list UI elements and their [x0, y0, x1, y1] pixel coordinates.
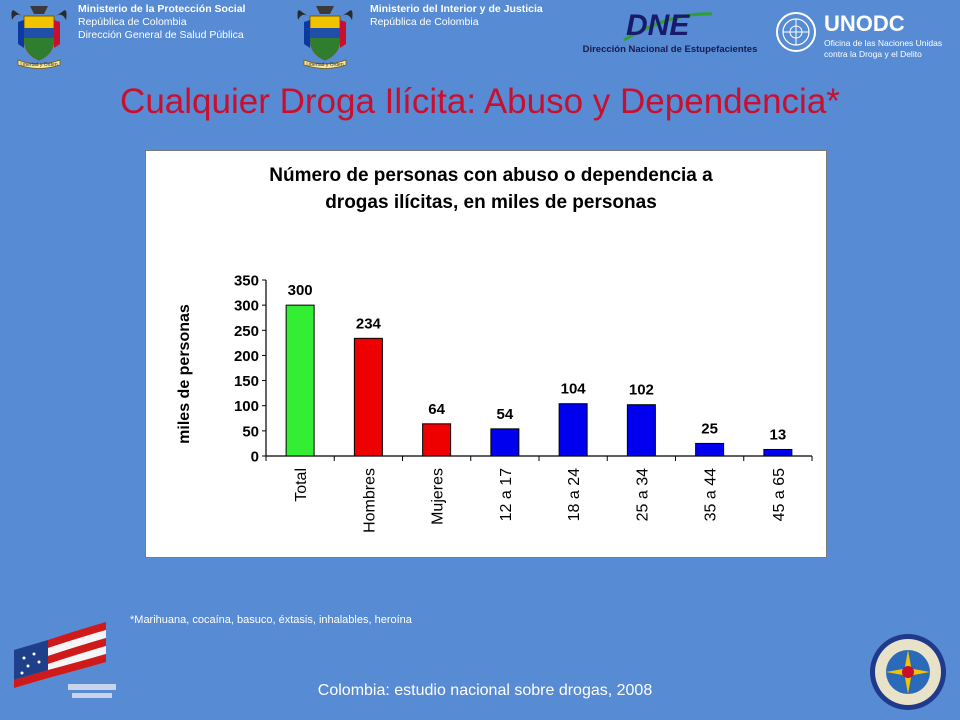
un-emblem-icon — [777, 13, 815, 51]
chart-title-line1: Número de personas con abuso o dependencia a — [269, 165, 713, 186]
y-tick-label: 50 — [242, 423, 259, 441]
unodc-logo-text: UNODC — [824, 11, 905, 36]
bar-45-a-65 — [764, 449, 792, 456]
bar-18-a-24 — [559, 404, 587, 456]
ministry-protection-department: Dirección General de Salud Pública — [78, 29, 244, 41]
dne-logo-text: DNE — [626, 9, 690, 42]
chart-panel — [145, 150, 827, 558]
oas-emblem-logo — [868, 632, 948, 712]
x-tick-label: 35 a 44 — [702, 468, 720, 522]
us-flag-icon — [14, 622, 106, 688]
footnote: *Marihuana, cocaína, basuco, éxtasis, inhalables, heroína — [130, 614, 412, 626]
data-label: 234 — [355, 315, 381, 333]
crest-motto: Libertad y Orden — [20, 62, 58, 68]
x-tick-label: Mujeres — [429, 468, 447, 525]
data-label: 13 — [769, 426, 787, 444]
colombia-crest-logo-left — [8, 2, 70, 70]
data-label: 104 — [560, 380, 586, 398]
ministry-interior-country: República de Colombia — [370, 16, 479, 28]
bar-hombres — [354, 338, 382, 456]
y-tick-label: 150 — [233, 373, 259, 391]
bar-mujeres — [423, 424, 451, 456]
data-label: 102 — [628, 381, 654, 399]
ministry-protection-country: República de Colombia — [78, 16, 187, 28]
dne-logo — [572, 2, 768, 58]
bar-25-a-34 — [627, 405, 655, 456]
colombia-crest-logo-center — [294, 2, 356, 70]
bar-35-a-44 — [696, 443, 724, 456]
x-tick-labels — [293, 468, 788, 533]
bar-chart — [146, 151, 826, 557]
unodc-line1: Oficina de las Naciones Unidas — [824, 38, 943, 48]
ministry-protection-block — [78, 3, 245, 42]
data-label: 25 — [701, 420, 718, 438]
x-tick-label: 12 a 17 — [497, 468, 515, 522]
x-tick-label: 25 a 34 — [634, 468, 652, 522]
ministry-interior-name: Ministerio del Interior y de Justicia — [370, 3, 543, 15]
crest-motto: Libertad y Orden — [306, 62, 344, 68]
data-label: 300 — [287, 282, 313, 300]
chart-title-line2: drogas ilícitas, en miles de personas — [325, 192, 657, 213]
bar-12-a-17 — [491, 429, 519, 456]
unodc-line2: contra la Droga y el Delito — [824, 49, 922, 59]
x-axis — [266, 456, 812, 461]
ministry-interior-block — [370, 3, 543, 29]
data-label: 54 — [496, 405, 514, 423]
y-tick-label: 200 — [233, 347, 259, 365]
source-caption: Colombia: estudio nacional sobre drogas, 2008 — [317, 682, 653, 699]
x-tick-label: 18 a 24 — [566, 468, 584, 522]
y-tick-label: 0 — [250, 448, 259, 466]
y-axis — [234, 273, 266, 466]
y-axis-label: miles de personas — [176, 304, 193, 444]
x-tick-label: Total — [293, 468, 311, 502]
y-tick-label: 250 — [233, 322, 259, 340]
y-tick-label: 350 — [233, 272, 259, 290]
y-tick-label: 100 — [233, 398, 259, 416]
x-tick-label: 45 a 65 — [770, 468, 788, 522]
unodc-logo — [774, 6, 958, 66]
slide-title: Cualquier Droga Ilícita: Abuso y Dependencia* — [120, 82, 840, 121]
data-label: 64 — [428, 400, 445, 418]
ministry-protection-name: Ministerio de la Protección Social — [78, 3, 246, 15]
dne-subtitle: Dirección Nacional de Estupefacientes — [582, 44, 758, 55]
bar-total — [286, 305, 314, 456]
y-tick-label: 300 — [233, 297, 259, 315]
x-tick-label: Hombres — [361, 468, 379, 533]
